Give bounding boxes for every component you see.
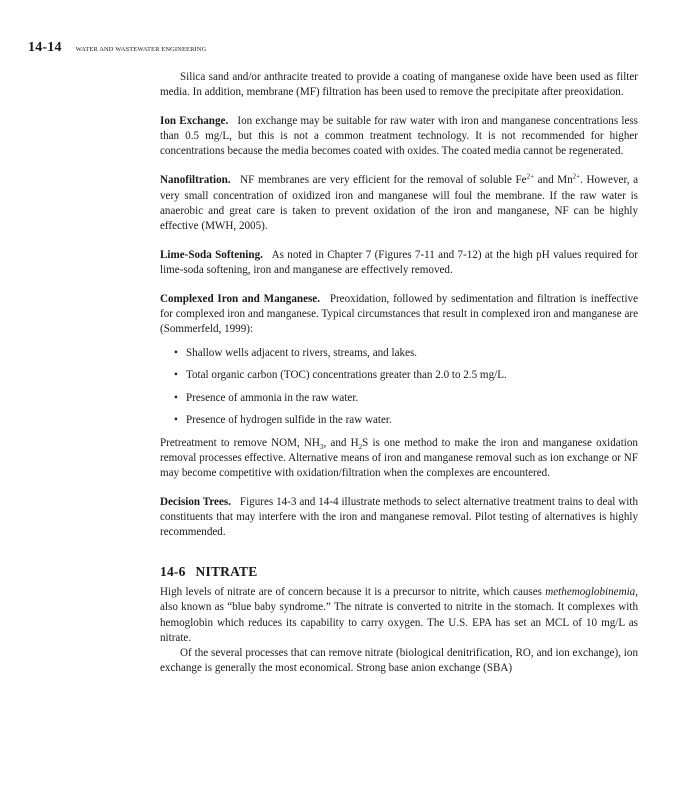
bullet-glyph: • bbox=[174, 413, 178, 426]
page-body bbox=[160, 70, 638, 676]
h2s-subscript: 2 bbox=[358, 442, 363, 451]
lime-soda-paragraph bbox=[160, 248, 638, 278]
bullet-glyph: • bbox=[174, 369, 178, 382]
nanofiltration-text-a: NF membranes are very efficient for the removal of soluble Fe bbox=[240, 174, 527, 187]
nanofiltration-text-b: and Mn bbox=[534, 174, 573, 187]
nanofiltration-heading: Nanofiltration. bbox=[160, 174, 231, 187]
lime-soda-text: As noted in Chapter 7 (Figures 7-11 and 7-12) at the high pH values required for lime-soda softening, iron and manganese are effectively removed. bbox=[160, 248, 638, 276]
ion-exchange-text: Ion exchange may be suitable for raw water with iron and manganese concentrations less than 0.5 mg/L, but this is not a common treatment technology. It is not recommended for higher concentrations because the media becomes coated with oxides. The coated media cannot be regenerated. bbox=[160, 115, 638, 158]
bullet-glyph: • bbox=[174, 347, 178, 360]
page-number: 14-14 bbox=[28, 40, 62, 55]
mn-charge: 2+ bbox=[572, 172, 581, 181]
running-head: WATER AND WASTEWATER ENGINEERING bbox=[75, 46, 207, 53]
list-item: • Total organic carbon (TOC) concentrations greater than 2.0 to 2.5 mg/L. bbox=[160, 368, 638, 383]
pretreatment-paragraph: Pretreatment to remove NOM, $NH_3$, and $H_2S$ is one method to make the iron and manganese oxidation removal processes effective. Alternative means of iron and manganese removal such as ion exchange or NF may become competitive with oxidation/filtration when the complexes are encountered. bbox=[160, 436, 638, 479]
bullet-glyph: • bbox=[174, 391, 178, 404]
fe-charge: 2+ bbox=[526, 172, 535, 181]
decision-trees-heading: Decision Trees. bbox=[160, 495, 231, 508]
ion-exchange-heading: Ion Exchange. bbox=[160, 115, 229, 128]
nanofiltration-paragraph bbox=[160, 173, 638, 233]
complexed-bullet-list bbox=[160, 346, 638, 427]
list-item: • Presence of ammonia in the raw water. bbox=[160, 391, 638, 406]
list-item: • Presence of hydrogen sulfide in the raw water. bbox=[160, 413, 638, 428]
nitrate-paragraph-2: Of the several processes that can remove nitrate (biological denitrification, RO, and ion exchange), ion exchange is generally the most economical. Strong base anion exchange (SBA) bbox=[160, 646, 638, 674]
complexed-text: Preoxidation, followed by sedimentation and filtration is ineffective for complexed iron and manganese. Typical circumstances that result in complexed iron and manganese are (Sommerfeld, 1999): bbox=[160, 293, 638, 336]
page-header bbox=[28, 40, 206, 56]
methemoglobinemia-term: methemoglobinemia, bbox=[545, 586, 638, 599]
nitrate-paragraph-1: High levels of nitrate are of concern because it is a precursor to nitrite, which causes methemoglobinemia, also known as “blue baby syndrome.” The nitrate is converted to nitrite in the stomach. It complexes with hemoglobin which reduces its capability to carry oxygen. The U.S. EPA has set an MCL of 10 mg/L as nitrate. bbox=[160, 586, 638, 644]
ion-exchange-paragraph bbox=[160, 114, 638, 159]
nanofiltration-text-c: . However, a very small concentration of oxidized iron and manganese will foul the membrane. If the raw water is anaerobic and great care is taken to prevent oxidation of the iron and manganese, NF can be highly effective (MWH, 2005). bbox=[160, 174, 638, 232]
complexed-heading: Complexed Iron and Manganese. bbox=[160, 293, 321, 306]
section-heading bbox=[160, 564, 638, 579]
nh3-subscript: 3 bbox=[319, 442, 324, 451]
intro-paragraph: Silica sand and/or anthracite treated to provide a coating of manganese oxide have been used as filter media. In addition, membrane (MF) filtration has been used to remove the precipitate after preoxidation. bbox=[160, 71, 638, 99]
lime-soda-heading: Lime-Soda Softening. bbox=[160, 248, 263, 261]
complexed-paragraph bbox=[160, 292, 638, 337]
decision-trees-text: Figures 14-3 and 14-4 illustrate methods to select alternative treatment trains to deal with constituents that may interfere with the iron and manganese removal. Pilot testing of alternatives is highly recommended. bbox=[160, 495, 638, 539]
section-title: NITRATE bbox=[195, 564, 258, 580]
decision-trees-paragraph bbox=[160, 495, 638, 540]
section-number: 14-6 bbox=[160, 564, 186, 580]
list-item: • Shallow wells adjacent to rivers, streams, and lakes. bbox=[160, 346, 638, 361]
